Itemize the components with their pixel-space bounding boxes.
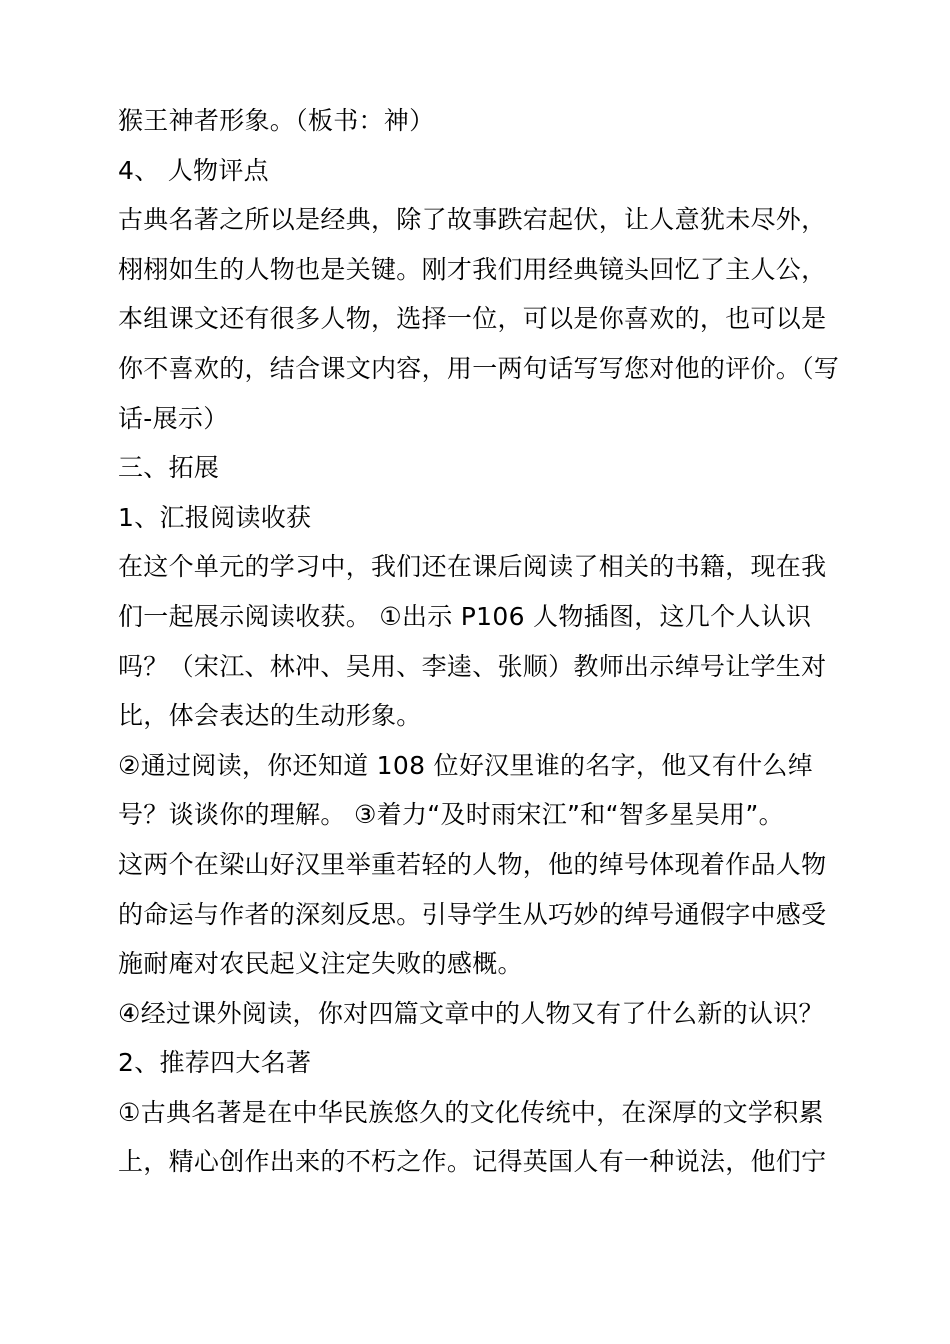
document-page: [118, 96, 840, 1187]
text-line: 猴王神者形象。（板书：神）: [118, 106, 435, 135]
text-line: 比，体会表达的生动形象。: [118, 701, 422, 731]
text-line: 在这个单元的学习中，我们还在课后阅读了相关的书籍，现在我: [118, 552, 827, 582]
section-heading: 三、拓展: [118, 453, 220, 483]
text-line: 你不喜欢的，结合课文内容，用一两句话写写您对他的评价。（写: [118, 353, 840, 383]
text-line: 本组课文还有很多人物，选择一位，可以是你喜欢的，也可以是: [118, 304, 827, 334]
section-heading: 1、汇报阅读收获: [118, 502, 312, 532]
text-line: ④经过课外阅读，你对四篇文章中的人物又有了什么新的认识？: [118, 998, 824, 1028]
text-line: 的命运与作者的深刻反思。引导学生从巧妙的绰号通假字中感受: [118, 899, 827, 929]
text-line: 话-展示）: [118, 403, 229, 433]
section-heading: 4、 人物评点: [118, 155, 269, 185]
section-heading: 2、推荐四大名著: [118, 1048, 312, 1078]
text-line: 古典名著之所以是经典，除了故事跌宕起伏，让人意犹未尽外，: [118, 205, 827, 235]
text-line: 上，精心创作出来的不朽之作。记得英国人有一种说法，他们宁: [118, 1147, 827, 1177]
text-line: 号？谈谈你的理解。 ③着力“及时雨宋江”和“智多星吴用”。: [118, 800, 784, 830]
text-line: 这两个在梁山好汉里举重若轻的人物，他的绰号体现着作品人物: [118, 849, 827, 879]
text-line: ②通过阅读，你还知道 108 位好汉里谁的名字，他又有什么绰: [118, 750, 814, 780]
text-line: 吗？（宋江、林冲、吴用、李逵、张顺）教师出示绰号让学生对: [118, 651, 827, 681]
text-line: 们一起展示阅读收获。 ①出示 P106 人物插图，这几个人认识: [118, 601, 812, 631]
text-line: 栩栩如生的人物也是关键。刚才我们用经典镜头回忆了主人公，: [118, 254, 827, 284]
text-line: ①古典名著是在中华民族悠久的文化传统中，在深厚的文学积累: [118, 1097, 824, 1127]
text-line: 施耐庵对农民起义注定失败的感概。: [118, 949, 523, 979]
